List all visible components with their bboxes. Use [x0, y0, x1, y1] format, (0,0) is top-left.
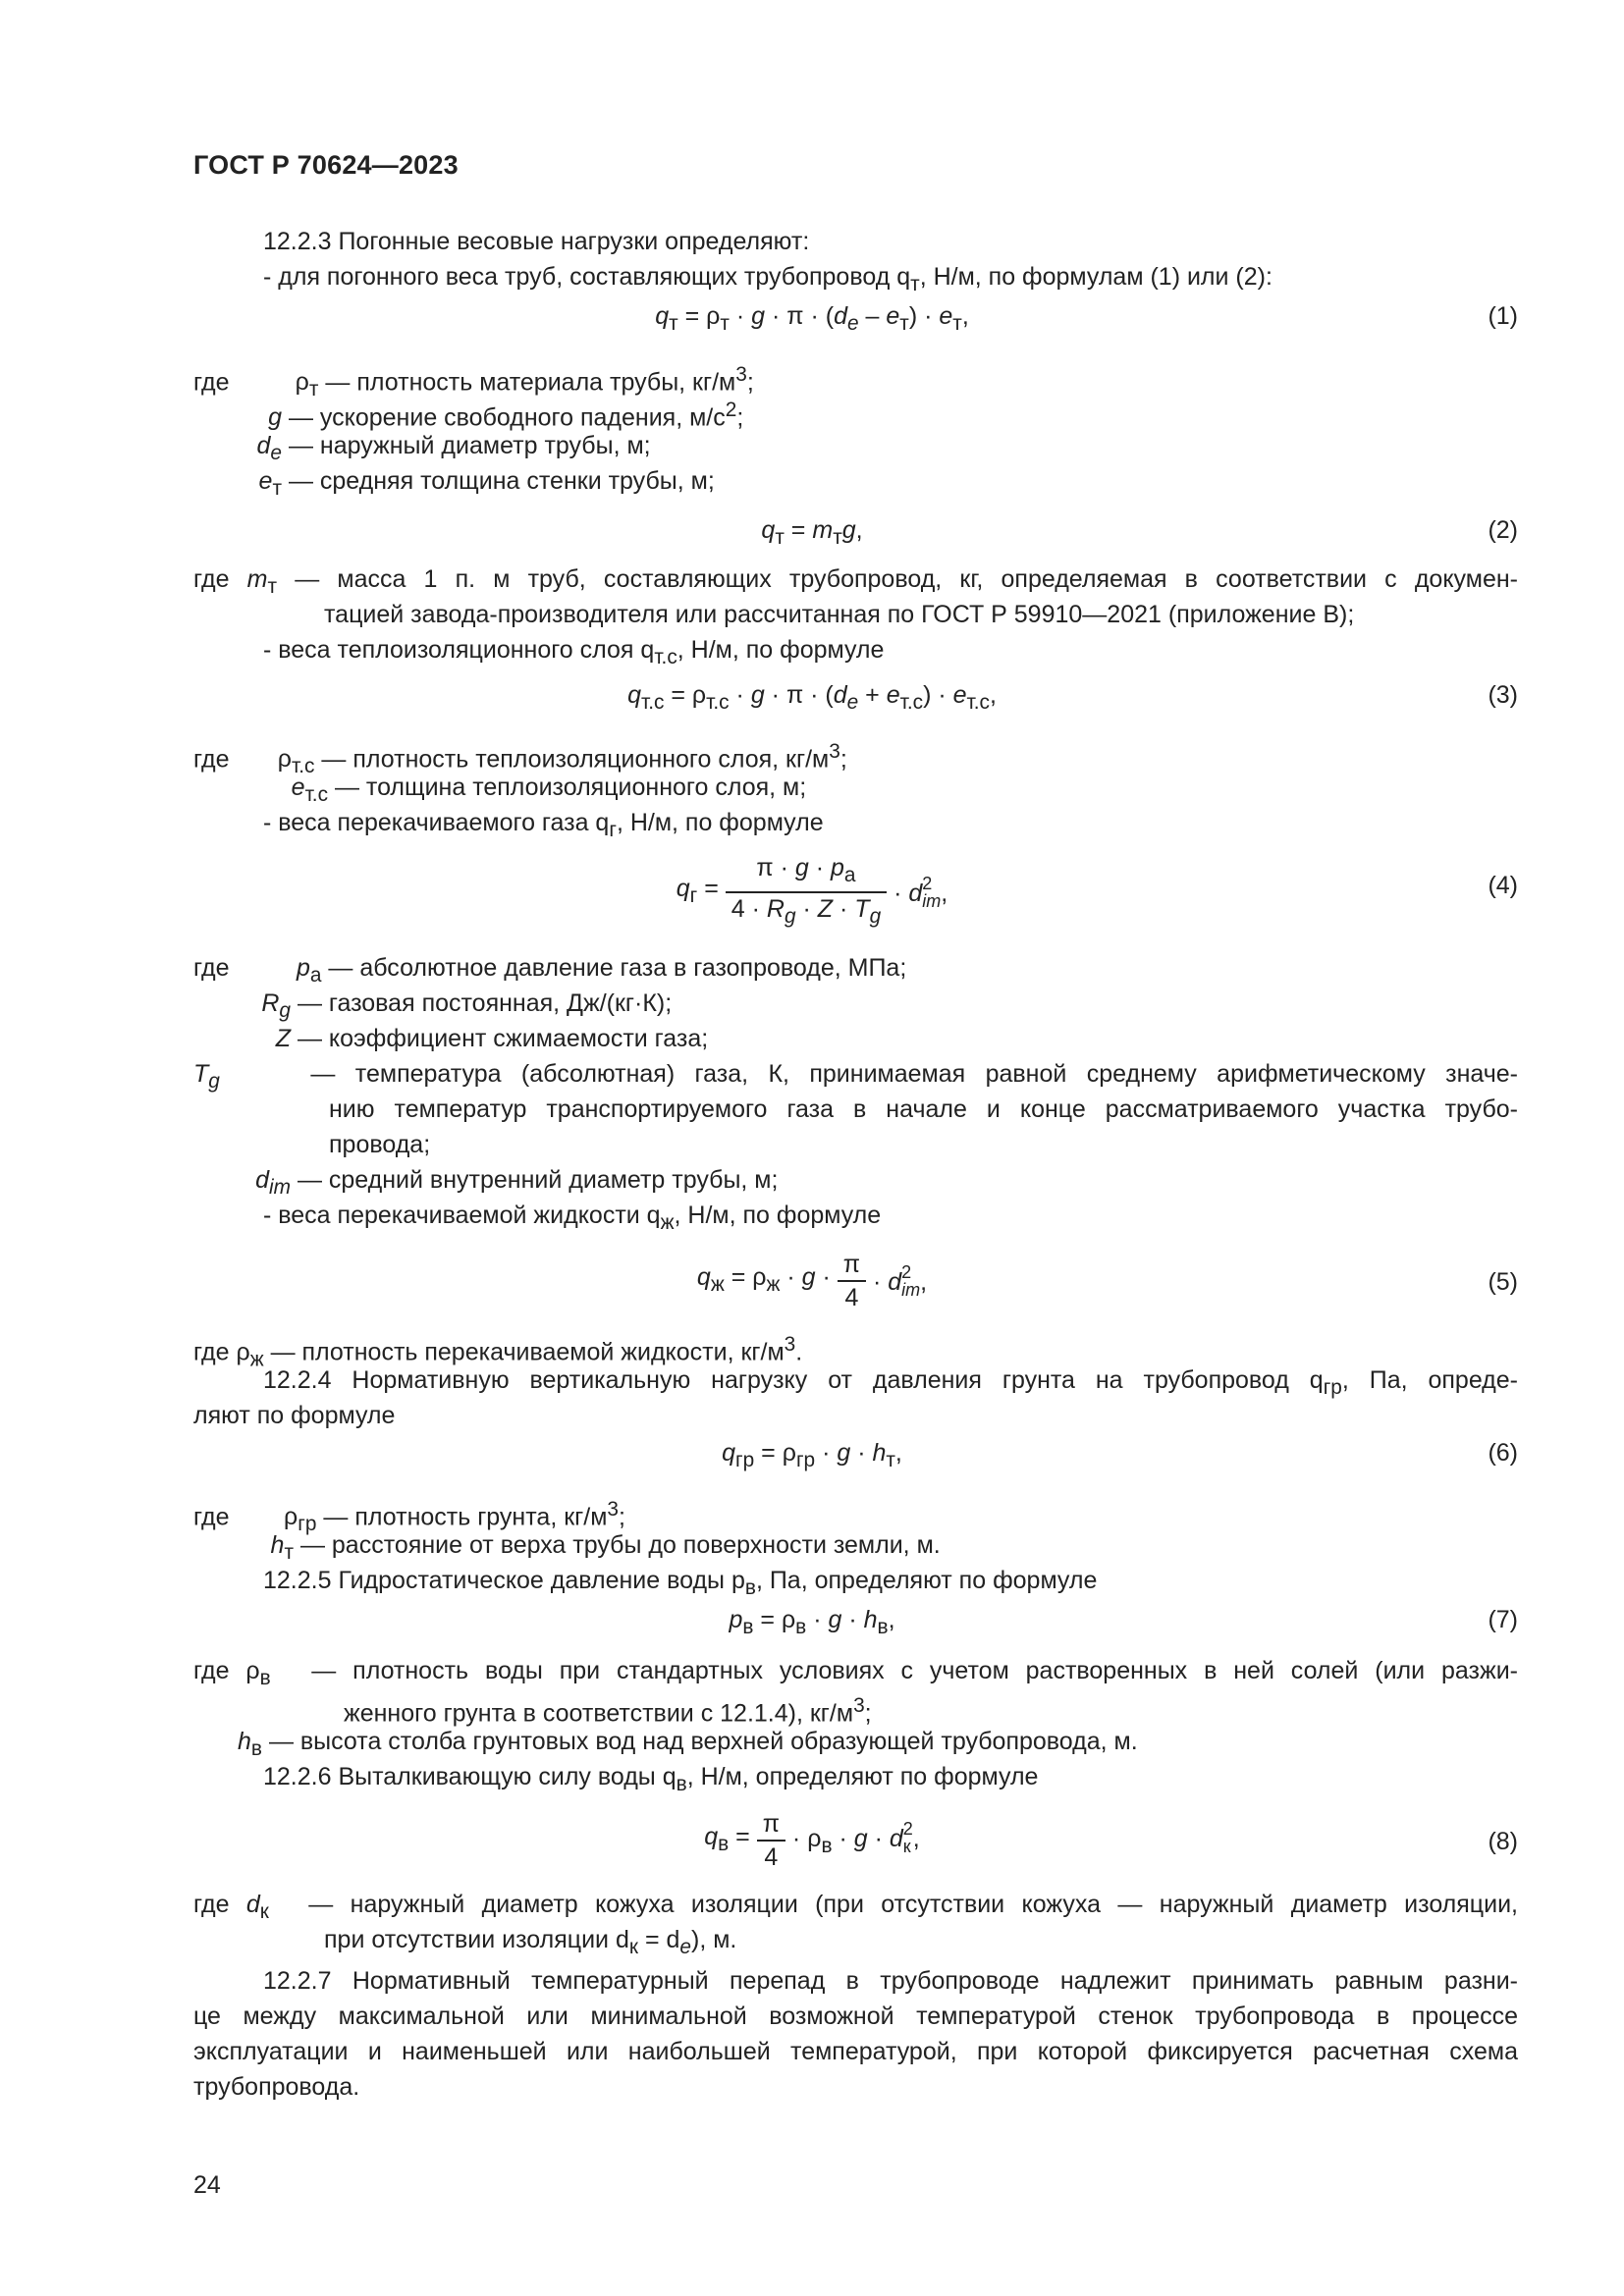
where-3-density: где $\rho_{т.с}$ — плотность теплоизоляционного слоя, $кг/м^3$; — [193, 740, 847, 778]
formula-6-number: (6) — [1488, 1439, 1518, 1467]
where-4-inner-diameter: $d_{im}$ — средний внутренний диаметр трубы, м; — [255, 1166, 779, 1199]
formula-8-number: (8) — [1488, 1828, 1518, 1855]
where-4-temperature-end: провода; — [329, 1131, 431, 1158]
where-7-water-height: $h_в$ — высота столба грунтовых вод над верхней образующей трубопровода, м. — [238, 1728, 1138, 1760]
where-3-thickness: $e_{т.с}$ — толщина теплоизоляционного слоя, м; — [291, 774, 807, 806]
formula-2-number: (2) — [1488, 516, 1518, 544]
where-1-density: где $\rho_т$ — плотность материала трубы, $кг/м^3$; — [193, 363, 754, 401]
section-12-2-7-line-1: 12.2.7 Нормативный температурный перепад в трубопроводе надлежит принимать равным разни- — [263, 1967, 1518, 1995]
where-4-temperature-cont: нию температур транспортируемого газа в начале и конце рассматриваемого участка трубо- — [329, 1095, 1518, 1123]
formula-1: $q_т = \rho_т \cdot g \cdot \pi \cdot (d_e - e_т) \cdot e_т$, — [655, 302, 969, 335]
section-12-2-3-title: 12.2.3 Погонные весовые нагрузки определяют: — [263, 228, 810, 255]
gas-weight-intro: - веса перекачиваемого газа $q_г$, Н/м, по формуле — [263, 809, 824, 841]
formula-6: $q_{гр} = \rho_{гр} \cdot g \cdot h_т$, — [722, 1439, 902, 1471]
formula-4: $q_г$ = $\frac{\pi \cdot g \cdot p_а}{4 \cdot R_g \cdot Z \cdot T_g}$ · d 2 im, — [0, 852, 1624, 933]
where-1-diameter: $d_e$ — наружный диаметр трубы, м; — [256, 432, 651, 464]
formula-5: $q_ж = \rho_ж \cdot g$ · $\frac{\pi}{4}$ · d 2 im, — [696, 1251, 928, 1311]
pipe-weight-intro: - для погонного веса труб, составляющих трубопровод $q_т$, Н/м, по формулам (1) или (2): — [263, 263, 1272, 295]
insulation-weight-intro: - веса теплоизоляционного слоя $q_{т.с}$, Н/м, по формуле — [263, 636, 885, 668]
where-5-liquid-density: где $\rho_ж$ — плотность перекачиваемой жидкости, $кг/м^3$. — [193, 1333, 803, 1371]
where-2-mass: где $m_т$ — масса 1 п. м труб, составляющих трубопровод, кг, определяемая в соответствии с докумен- — [193, 565, 1518, 598]
where-4-gas-constant: $R_g$ — газовая постоянная, Дж/(кг·К); — [261, 989, 673, 1022]
where-4-pressure: где $p_а$ — абсолютное давление газа в газопроводе, МПа; — [193, 954, 907, 987]
where-6-soil-density: где $\rho_{гр}$ — плотность грунта, $кг/м^3$; — [193, 1498, 625, 1536]
where-7-water-density: где $\rho_в$ — плотность воды при стандартных условиях с учетом растворенных в ней солей (или разжи- — [193, 1657, 1518, 1689]
formula-8-fraction: $\frac{\pi}{4}$ — [757, 1808, 785, 1873]
where-8-casing-diameter-cont: при отсутствии изоляции $d_к = d_e$), м. — [324, 1926, 737, 1958]
where-7-water-density-cont: женного грунта в соответствии с 12.1.4), $кг/м^3$; — [344, 1694, 872, 1728]
section-12-2-7-line-3: эксплуатации и наименьшей или наибольшей температурой, при которой фиксируется расчетная схема — [193, 2038, 1518, 2065]
formula-5-number: (5) — [1488, 1268, 1518, 1296]
section-12-2-7-line-2: це между максимальной или минимальной возможной температурой стенок трубопровода в процессе — [193, 2002, 1518, 2030]
formula-3: $q_{т.с} = \rho_{т.с} \cdot g \cdot \pi \cdot (d_e + e_{т.с}) \cdot e_{т.с}$, — [627, 681, 997, 714]
formula-1-number: (1) — [1488, 302, 1518, 330]
section-12-2-7-line-4: трубопровода. — [193, 2073, 360, 2101]
where-8-casing-diameter: где $d_к$ — наружный диаметр кожуха изоляции (при отсутствии кожуха — наружный диаметр изоляции, — [193, 1891, 1518, 1923]
formula-4-number: (4) — [1488, 872, 1518, 899]
where-4-compressibility: Z — коэффициент сжимаемости газа; — [275, 1025, 709, 1052]
formula-4-fraction: $\frac{\pi \cdot g \cdot p_а}{4 \cdot R_g \cdot Z \cdot T_g}$ — [726, 852, 887, 933]
formula-7: $p_в = \rho_в \cdot g \cdot h_в$, — [729, 1606, 895, 1638]
where-2-mass-cont: тацией завода-производителя или рассчитанная по ГОСТ Р 59910—2021 (приложение В); — [324, 601, 1355, 628]
section-12-2-6: 12.2.6 Выталкивающую силу воды $q_в$, Н/м, определяют по формуле — [263, 1763, 1039, 1795]
where-1-gravity: g — ускорение свободного падения, $м/с^2$; — [268, 399, 744, 432]
where-6-depth: $h_т$ — расстояние от верха трубы до поверхности земли, м. — [270, 1531, 941, 1564]
section-12-2-5: 12.2.5 Гидростатическое давление воды $p_в$, Па, определяют по формуле — [263, 1567, 1098, 1599]
liquid-weight-intro: - веса перекачиваемой жидкости $q_ж$, Н/м, по формуле — [263, 1201, 882, 1234]
formula-8: $q_в$ = $\frac{\pi}{4}$ · $\rho_в \cdot g \cdot d$ 2 к , — [704, 1810, 920, 1871]
section-12-2-4: 12.2.4 Нормативную вертикальную нагрузку от давления грунта на трубопровод $q_{гр}$, Па, опреде- — [263, 1366, 1518, 1399]
section-12-2-4-cont: ляют по формуле — [193, 1402, 396, 1429]
formula-2: $q_т = m_тg$, — [761, 516, 863, 549]
formula-3-number: (3) — [1488, 681, 1518, 709]
document-header: ГОСТ Р 70624—2023 — [193, 150, 459, 180]
where-1-thickness: $e_т$ — средняя толщина стенки трубы, м; — [258, 467, 715, 500]
page-number: 24 — [193, 2171, 221, 2199]
formula-5-fraction: $\frac{\pi}{4}$ — [838, 1249, 866, 1313]
formula-7-number: (7) — [1488, 1606, 1518, 1633]
where-4-temperature: $T_g$ — температура (абсолютная) газа, К, принимаемая равной среднему арифметическому значе- — [193, 1060, 1518, 1093]
